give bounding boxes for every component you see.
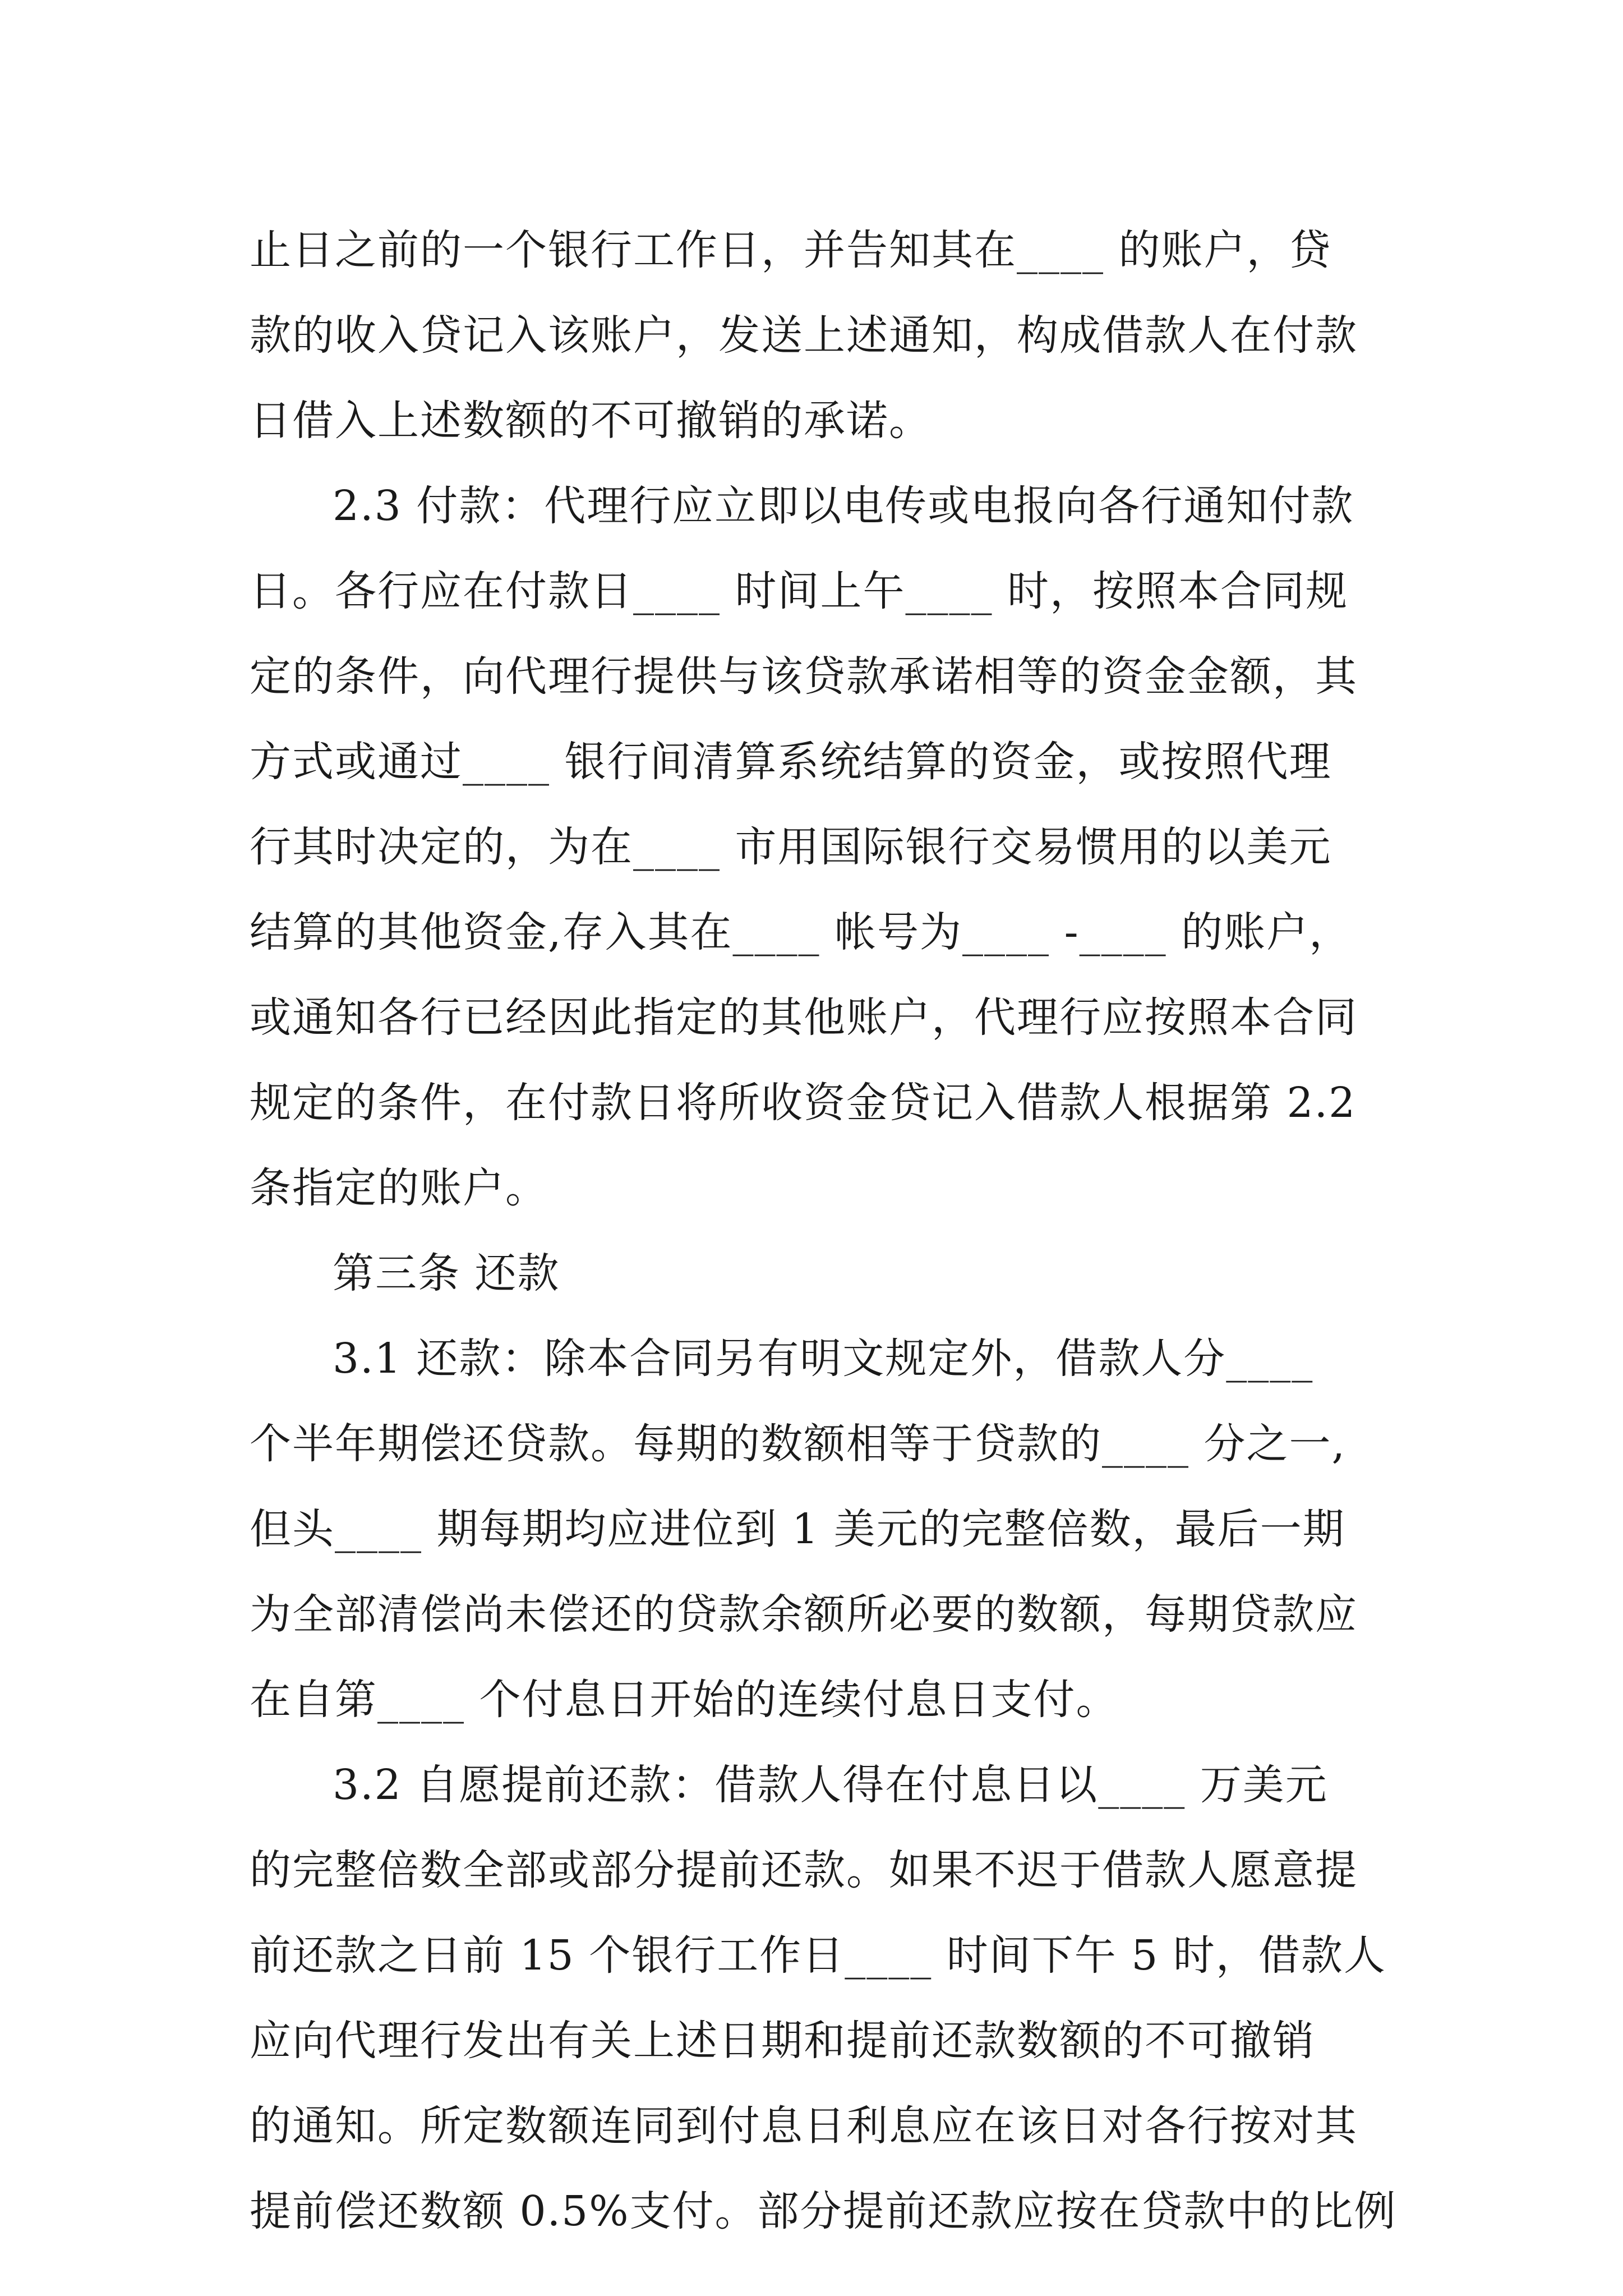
text-line: 提前偿还数额 0.5%支付。部分提前还款应按在贷款中的比例 [250,2187,1397,2235]
text-line: 日。各行应在付款日____ 时间上午____ 时，按照本合同规 [250,567,1349,615]
text-line: 为全部清偿尚未偿还的贷款余额所必要的数额，每期贷款应 [250,1590,1358,1639]
paragraph-start-3-1: 3.1 还款：除本合同另有明文规定外，借款人分____ [333,1335,1314,1383]
text-line: 止日之前的一个银行工作日，并告知其在____ 的账户，贷 [250,226,1332,274]
text-line: 应向代理行发出有关上述日期和提前还款数额的不可撤销 [250,2017,1315,2065]
text-line: 在自第____ 个付息日开始的连续付息日支付。 [250,1676,1119,1724]
text-line: 结算的其他资金,存入其在____ 帐号为____ -____ 的账户， [250,908,1352,956]
text-line: 行其时决定的，为在____ 市用国际银行交易惯用的以美元 [250,823,1332,871]
section-heading: 第三条 还款 [333,1249,560,1297]
text-line: 的通知。所定数额连同到付息日利息应在该日对各行按对其 [250,2102,1358,2150]
text-line: 但头____ 期每期均应进位到 1 美元的完整倍数，最后一期 [250,1505,1345,1553]
text-line: 条指定的账户。 [250,1164,548,1212]
text-line: 定的条件，向代理行提供与该贷款承诺相等的资金金额，其 [250,652,1358,701]
text-line: 日借入上述数额的不可撤销的承诺。 [250,397,932,445]
paragraph-start-3-2: 3.2 自愿提前还款：借款人得在付息日以____ 万美元 [333,1761,1328,1809]
text-line: 前还款之日前 15 个银行工作日____ 时间下午 5 时，借款人 [250,1931,1386,1980]
text-line: 的完整倍数全部或部分提前还款。如果不迟于借款人愿意提 [250,1846,1358,1894]
text-line: 方式或通过____ 银行间清算系统结算的资金，或按照代理 [250,738,1332,786]
document-page [250,208,1397,2254]
text-line: 个半年期偿还贷款。每期的数额相等于贷款的____ 分之一, [250,1420,1347,1468]
paragraph-start-2-3: 2.3 付款：代理行应立即以电传或电报向各行通知付款 [333,482,1354,530]
text-line: 款的收入贷记入该账户，发送上述通知，构成借款人在付款 [250,311,1358,360]
text-line: 规定的条件，在付款日将所收资金贷记入借款人根据第 2.2 [250,1079,1357,1127]
text-line: 或通知各行已经因此指定的其他账户，代理行应按照本合同 [250,993,1358,1042]
